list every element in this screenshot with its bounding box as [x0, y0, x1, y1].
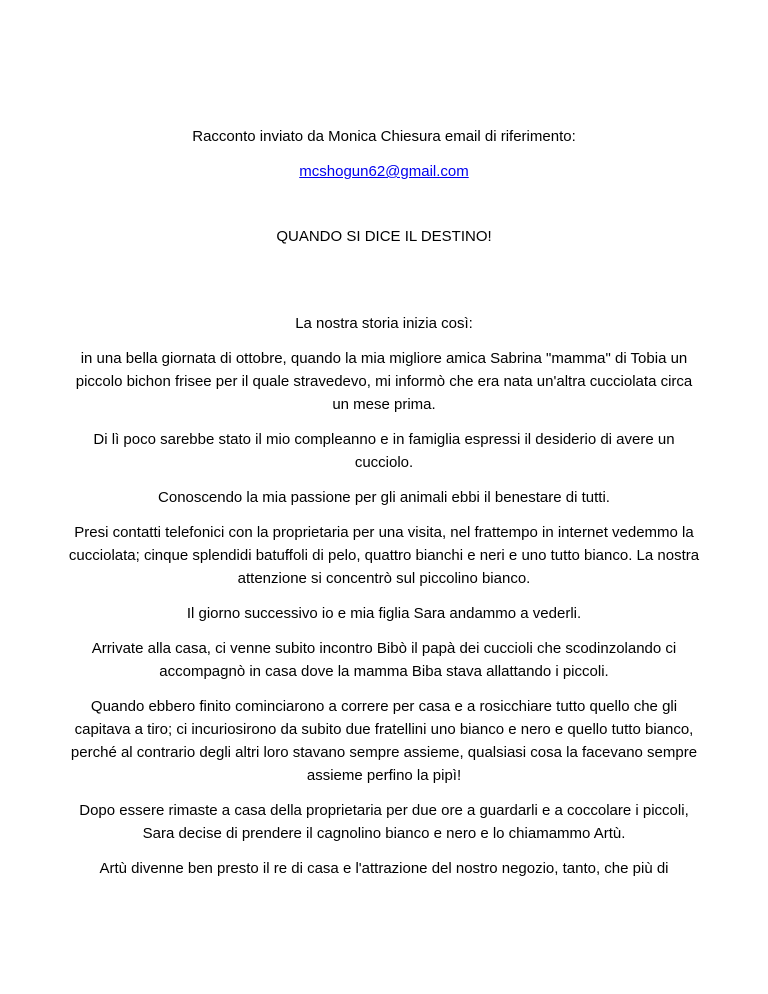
document-page: [66, 125, 702, 892]
email-line: [66, 160, 702, 183]
story-paragraph: Quando ebbero finito cominciarono a correre per casa e a rosicchiare tutto quello che gli capitava a tiro; ci incuriosirono da subito due fratellini uno bianco e nero e quello tutto bianco, perché al contrario degli altri loro stavano sempre assieme, qualsiasi cosa la facevano sempre assieme perfino la pipì!: [70, 698, 698, 784]
story-paragraph: in una bella giornata di ottobre, quando la mia migliore amica Sabrina "mamma" di Tobia un piccolo bichon frisee per il quale stravedevo, mi informò che era nata un'altra cucciolata circa un mese prima.: [75, 350, 693, 413]
story-title: QUANDO SI DICE IL DESTINO!: [276, 228, 492, 245]
story-paragraph: Artù divenne ben presto il re di casa e l'attrazione del nostro negozio, tanto, che più di: [99, 860, 669, 877]
story-paragraph: Conoscendo la mia passione per gli animali ebbi il benestare di tutti.: [158, 489, 610, 506]
story-paragraph: Arrivate alla casa, ci venne subito incontro Bibò il papà dei cuccioli che scodinzolando ci accompagnò in casa dove la mamma Biba stava allattando i piccoli.: [91, 640, 677, 680]
spacer: [66, 260, 702, 312]
spacer: [66, 195, 702, 225]
email-link[interactable]: mcshogun62@gmail.com: [299, 163, 469, 180]
story-paragraph: Il giorno successivo io e mia figlia Sara andammo a vederli.: [186, 605, 582, 622]
story-paragraph: Dopo essere rimaste a casa della proprietaria per due ore a guardarli e a coccolare i piccoli, Sara decise di prendere il cagnolino bianco e nero e lo chiamammo Artù.: [79, 802, 689, 842]
story-paragraph: Di lì poco sarebbe stato il mio compleanno e in famiglia espressi il desiderio di avere un cucciolo.: [93, 431, 675, 471]
intro-line: Racconto inviato da Monica Chiesura email di riferimento:: [192, 128, 576, 145]
story-paragraph: La nostra storia inizia così:: [295, 315, 473, 332]
story-paragraph: Presi contatti telefonici con la proprietaria per una visita, nel frattempo in internet vedemmo la cucciolata; cinque splendidi batuffoli di pelo, quattro bianchi e neri e uno tutto bianco. La nostra attenzione si concentrò sul piccolino bianco.: [68, 524, 700, 587]
